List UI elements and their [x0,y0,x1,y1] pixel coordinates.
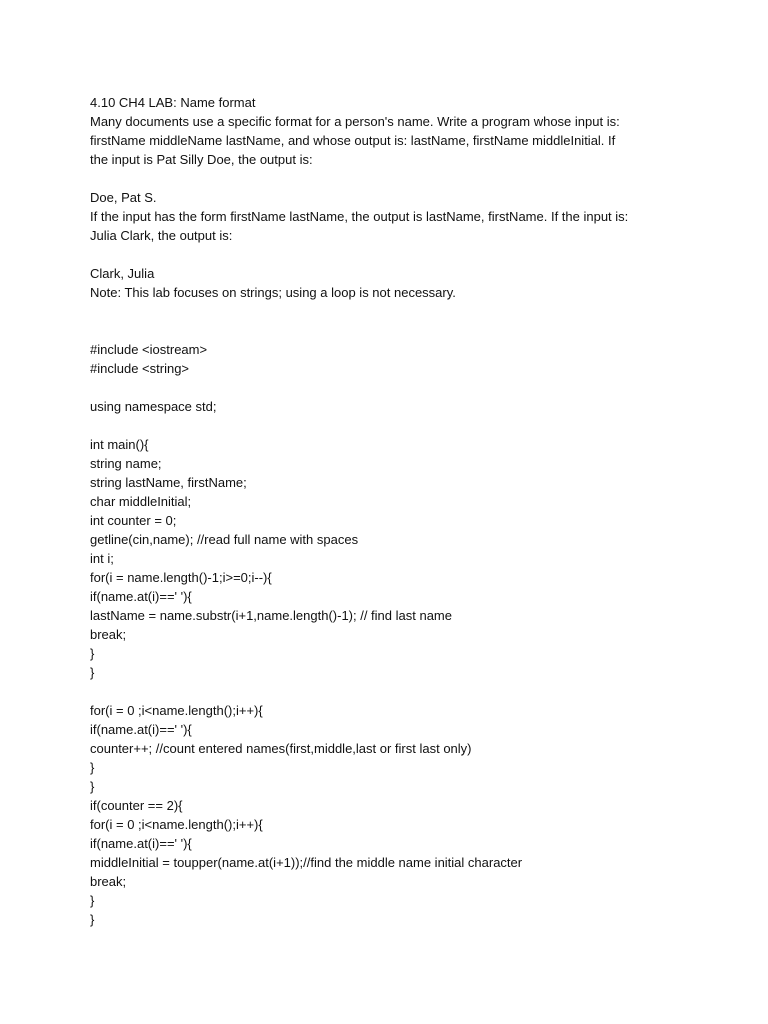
blank-line [90,245,730,264]
blank-line [90,682,730,701]
code-line: middleInitial = toupper(name.at(i+1));//find the middle name initial character [90,855,523,870]
code-line: int counter = 0; [90,513,177,528]
code-line: if(name.at(i)==' '){ [90,722,192,737]
code-line: getline(cin,name); //read full name with spaces [90,532,359,547]
lab-title: 4.10 CH4 LAB: Name format [90,95,256,110]
document-body [90,93,730,929]
code-line: for(i = 0 ;i<name.length();i++){ [90,703,263,718]
note-text: Note: This lab focuses on strings; using a loop is not necessary. [90,285,456,300]
description-line-3: the input is Pat Silly Doe, the output is: [90,152,313,167]
example-output-2: Clark, Julia [90,266,155,281]
code-line: int i; [90,551,114,566]
code-line: char middleInitial; [90,494,192,509]
code-line: if(counter == 2){ [90,798,183,813]
description-line-1: Many documents use a specific format for a person's name. Write a program whose input is: [90,114,620,129]
code-line: if(name.at(i)==' '){ [90,589,192,604]
description2-line-1: If the input has the form firstName lastName, the output is lastName, firstName. If the input is: [90,209,629,224]
description2-line-2: Julia Clark, the output is: [90,228,233,243]
code-line: #include <string> [90,361,190,376]
code-line: #include <iostream> [90,342,208,357]
code-line: if(name.at(i)==' '){ [90,836,192,851]
code-line: string lastName, firstName; [90,475,247,490]
code-line: counter++; //count entered names(first,middle,last or first last only) [90,741,472,756]
code-line: } [90,760,95,775]
code-line: int main(){ [90,437,149,452]
code-line: } [90,893,95,908]
code-line: break; [90,874,127,889]
example-output-1: Doe, Pat S. [90,190,157,205]
code-line: } [90,779,95,794]
code-line: using namespace std; [90,399,217,414]
code-line: } [90,665,95,680]
code-line: lastName = name.substr(i+1,name.length()-1); // find last name [90,608,452,623]
blank-line [90,302,730,321]
blank-line [90,321,730,340]
code-line: for(i = name.length()-1;i>=0;i--){ [90,570,272,585]
code-line: break; [90,627,127,642]
blank-line [90,378,730,397]
code-line: string name; [90,456,162,471]
blank-line [90,169,730,188]
code-line: } [90,646,95,661]
blank-line [90,416,730,435]
code-listing [90,340,730,929]
code-line: } [90,912,95,927]
description-line-2: firstName middleName lastName, and whose output is: lastName, firstName middleInitial. If [90,133,616,148]
code-line: for(i = 0 ;i<name.length();i++){ [90,817,263,832]
